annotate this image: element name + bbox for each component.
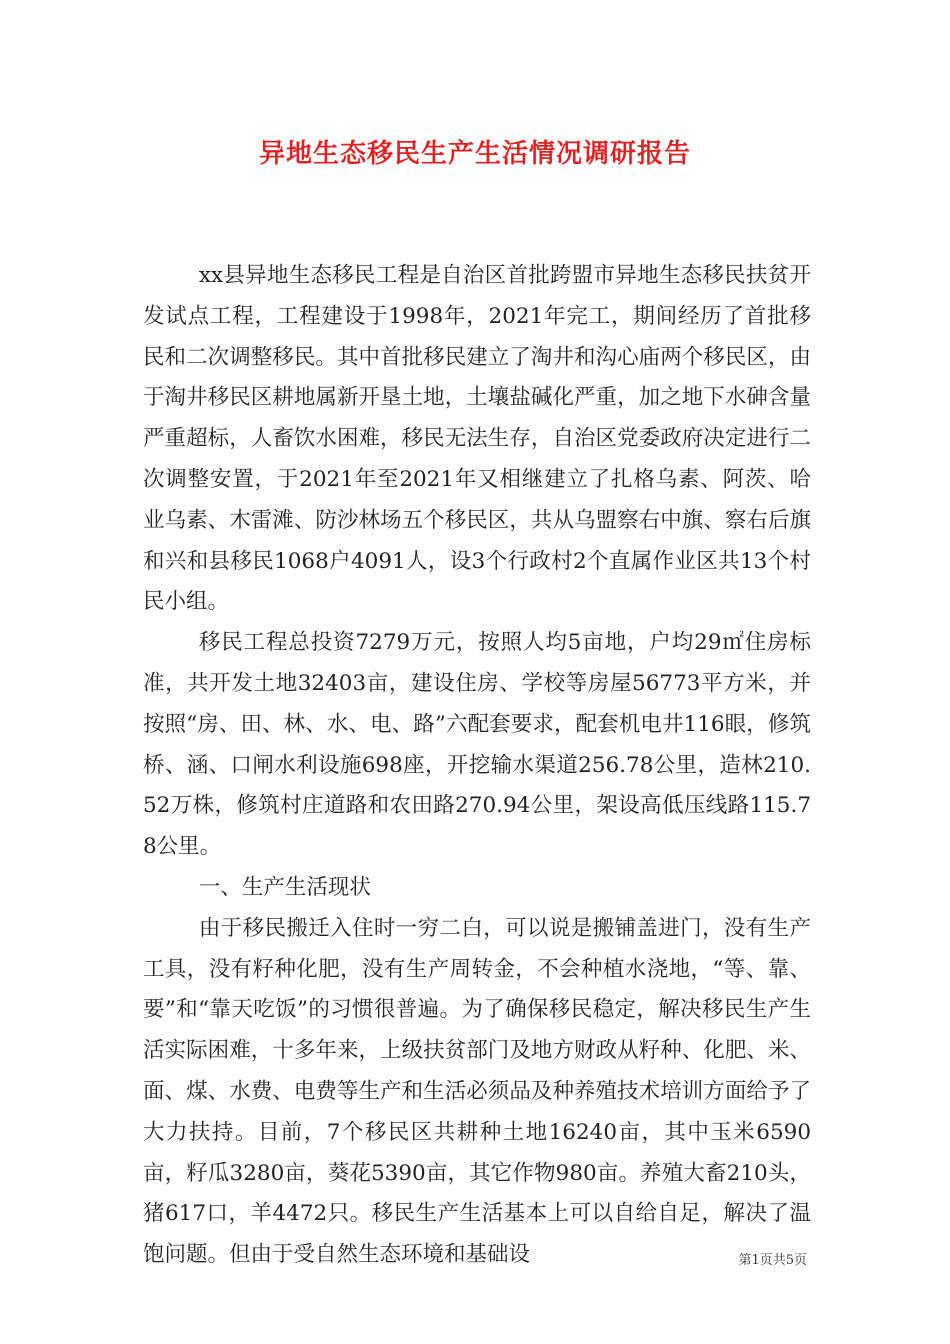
document-title: 异地生态移民生产生活情况调研报告 [258,139,691,169]
section-heading: 一、生产生活现状 [198,874,371,900]
paragraph-intro: xx县异地生态移民工程是自治区首批跨盟市异地生态移民扶贫开发试点工程，工程建设于1998年，2021年完工，期间经历了首批移民和二次调整移民。其中首批移民建立了淘井和沟心庙两个移民区，由于淘井移民区耕地属新开垦土地，土壤盐碱化严重，加之地下水砷含量严重超标，人畜饮水困难，移民无法生存，自治区党委政府决定进行二次调整安置，于2021年至2021年又相继建立了扎格乌素、阿茨、哈业乌素、木雷滩、防沙林场五个移民区，共从乌盟察右中旗、察右后旗和兴和县移民1068户4091人，设3个行政村2个直属作业区共13个村民小组。 [143,263,811,615]
paragraph-investment: 移民工程总投资7279万元，按照人均5亩地，户均29㎡住房标准，共开发土地32403亩，建设住房、学校等房屋56773平方米，并按照“房、田、林、水、电、路”六配套要求，配套机电井116眼，修筑桥、涵、口闸水利设施698座，开挖输水渠道256.78公里，造林210.52万株，修筑村庄道路和农田路270.94公里，架设高低压线路115.78公里。 [143,630,811,860]
document-body [143,256,811,1276]
page-number: 第1页共5页 [738,1253,807,1268]
paragraph-status: 由于移民搬迁入住时一穷二白，可以说是搬铺盖进门，没有生产工具，没有籽种化肥，没有生产周转金，不会种植水浇地，“等、靠、要”和“靠天吃饭”的习惯很普遍。为了确保移民稳定，解决移民生产生活实际困难，十多年来，上级扶贫部门及地方财政从籽种、化肥、米、面、煤、水费、电费等生产和生活必须品及种养殖技术培训方面给予了大力扶持。目前，7个移民区共耕种土地16240亩，其中玉米6590亩，籽瓜3280亩，葵花5390亩，其它作物980亩。养殖大畜210头，猪617口，羊4472只。移民生产生活基本上可以自给自足，解决了温饱问题。但由于受自然生态环境和基础设 [143,915,811,1268]
